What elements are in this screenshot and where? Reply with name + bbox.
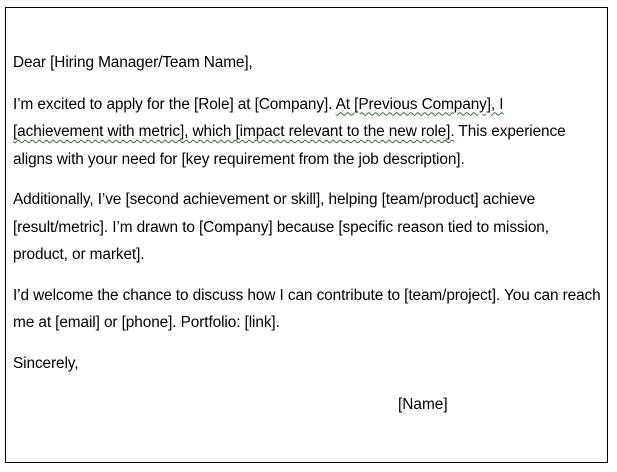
paragraph-1-tail: This experience aligns with your need for [key requirement from the job description]. <box>13 123 566 168</box>
paragraph-2: Additionally, I’ve [second achievement or skill], helping [team/product] achieve [result/metric]. I’m drawn to [Company] because [specific reason tied to mission, product, or market]. <box>13 191 549 263</box>
signature-name: [Name] <box>398 396 448 413</box>
paragraph-3: I’d welcome the chance to discuss how I can contribute to [team/project]. You can reach me at [email] or [phone]. Portfolio: [link]. <box>13 286 601 331</box>
salutation: Dear [Hiring Manager/Team Name], <box>13 54 253 71</box>
paragraph-1-lead: I’m excited to apply for the [Role] at [Company]. <box>13 95 336 113</box>
closing: Sincerely, <box>13 354 79 372</box>
letter-body[interactable] <box>13 49 603 377</box>
grammar-flag-2[interactable]: [achievement with metric], which [impact relevant to the new role]. <box>13 123 455 140</box>
grammar-flag-1[interactable]: At [Previous Company], I <box>335 95 504 113</box>
paragraph-1 <box>13 91 603 174</box>
